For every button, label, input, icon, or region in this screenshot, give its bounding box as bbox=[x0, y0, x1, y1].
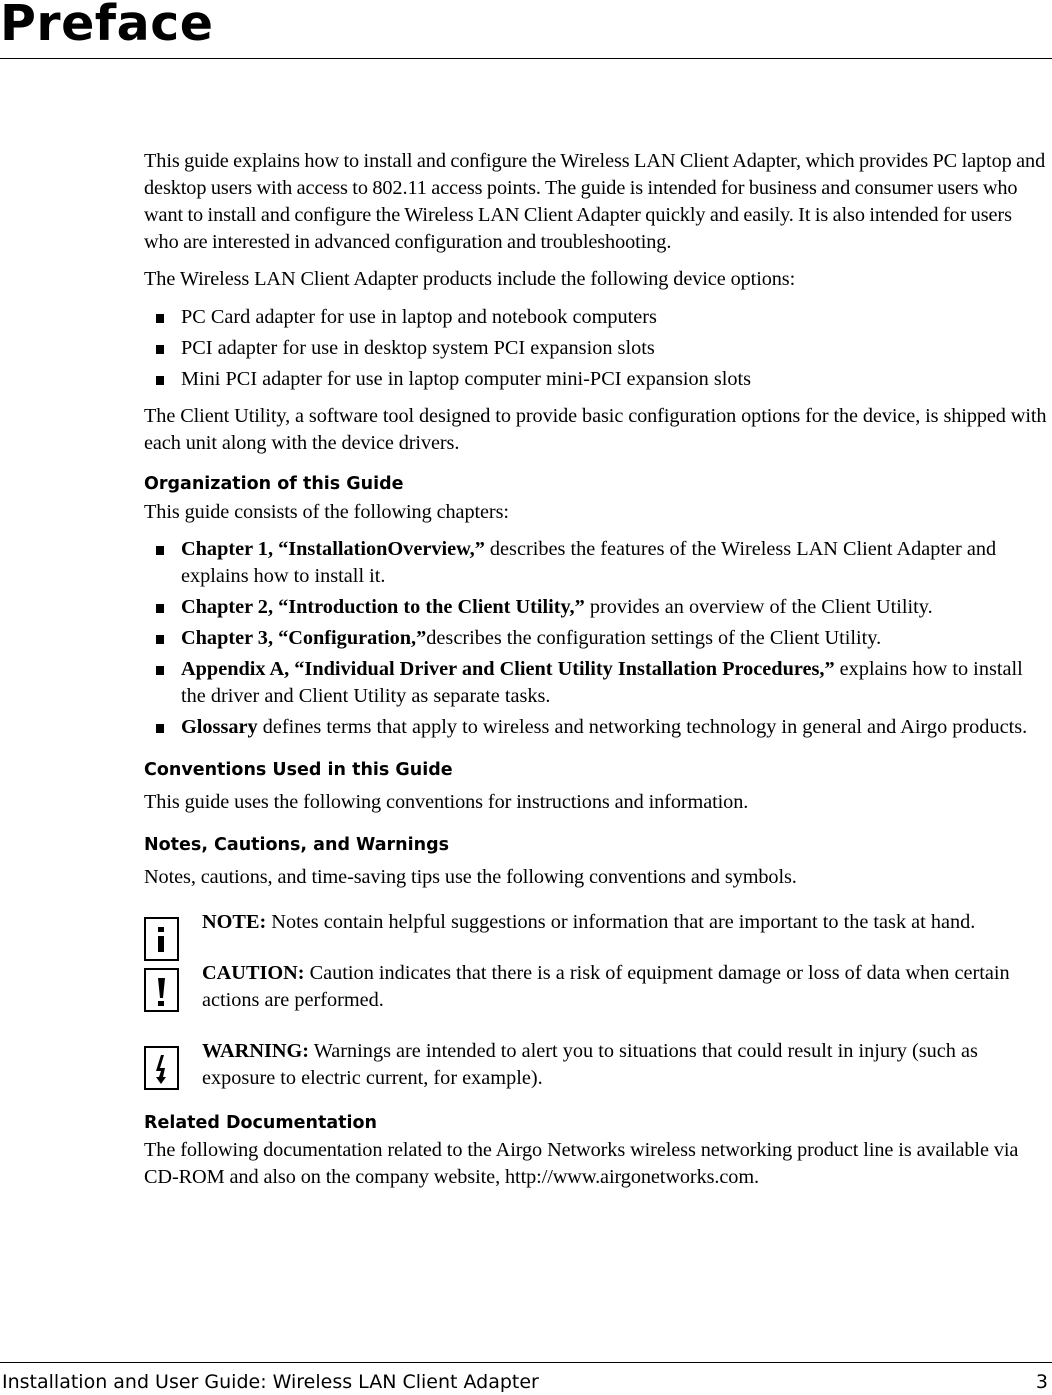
section-heading-notices: Notes, Cautions, and Warnings bbox=[144, 835, 450, 855]
chapter-link[interactable]: Appendix A, “Individual Driver and Client Utility Installation Procedures,” bbox=[181, 658, 835, 680]
chapter-link[interactable]: Chapter 1, “InstallationOverview,” bbox=[181, 538, 485, 560]
bullet-icon bbox=[156, 376, 164, 385]
page-footer bbox=[2, 1370, 1048, 1394]
list-item: Mini PCI adapter for use in laptop computer mini-PCI expansion slots bbox=[144, 366, 1050, 393]
page-number: 3 bbox=[1035, 1371, 1048, 1393]
main-content bbox=[144, 148, 1050, 1191]
list-item: Chapter 1, “InstallationOverview,” describes the features of the Wireless LAN Client Adapter and explains how to install it. bbox=[144, 536, 1050, 590]
list-item: Chapter 3, “Configuration,”describes the configuration settings of the Client Utility. bbox=[144, 625, 1050, 652]
bullet-icon bbox=[156, 314, 164, 323]
bullet-icon bbox=[156, 604, 164, 613]
exclamation-icon bbox=[144, 968, 179, 1012]
warning-block: WARNING: Warnings are intended to alert you to situations that could result in injury (such as exposure to electric current, for example). bbox=[144, 1038, 1050, 1092]
footer-doc-title: Installation and User Guide: Wireless LAN Client Adapter bbox=[2, 1371, 539, 1393]
section-heading-related: Related Documentation bbox=[144, 1113, 377, 1133]
list-item: PC Card adapter for use in laptop and notebook computers bbox=[144, 304, 1050, 331]
client-utility-paragraph: The Client Utility, a software tool designed to provide basic configuration options for the device, is shipped with each unit along with the device drivers. bbox=[144, 405, 1047, 454]
list-item: Appendix A, “Individual Driver and Client Utility Installation Procedures,” explains how to install the driver and Client Utility as separate tasks. bbox=[144, 656, 1050, 710]
section-heading-organization: Organization of this Guide bbox=[144, 474, 404, 494]
note-block: NOTE: Notes contain helpful suggestions or information that are important to the task at hand. bbox=[144, 909, 1050, 936]
footer-divider bbox=[0, 1362, 1052, 1363]
section-heading-conventions: Conventions Used in this Guide bbox=[144, 760, 453, 780]
chapter-link[interactable]: Chapter 2, “Introduction to the Client Utility,” bbox=[181, 596, 585, 618]
organization-lead: This guide consists of the following chapters: bbox=[144, 501, 509, 523]
bullet-icon bbox=[156, 635, 164, 644]
device-options-lead: The Wireless LAN Client Adapter products include the following device options: bbox=[144, 268, 796, 290]
notices-text: Notes, cautions, and time-saving tips use the following conventions and symbols. bbox=[144, 866, 797, 888]
bullet-icon bbox=[156, 666, 164, 675]
lightning-bolt-icon bbox=[144, 1046, 179, 1090]
title-divider bbox=[0, 58, 1052, 59]
caution-block: CAUTION: Caution indicates that there is a risk of equipment damage or loss of data when certain actions are performed. bbox=[144, 960, 1050, 1014]
list-item: Chapter 2, “Introduction to the Client Utility,” provides an overview of the Client Utility. bbox=[144, 594, 1050, 621]
list-item: Glossary defines terms that apply to wireless and networking technology in general and Airgo products. bbox=[144, 714, 1050, 741]
related-text: The following documentation related to the Airgo Networks wireless networking product line is available via CD-ROM and also on the company website, http://www.airgonetworks.com. bbox=[144, 1139, 1019, 1188]
bullet-icon bbox=[156, 546, 164, 555]
conventions-text: This guide uses the following conventions for instructions and information. bbox=[144, 791, 749, 813]
chapters-list bbox=[144, 536, 1050, 741]
chapter-link[interactable]: Glossary bbox=[181, 716, 258, 738]
page-title: Preface bbox=[0, 0, 214, 52]
bullet-icon bbox=[156, 345, 164, 354]
info-icon bbox=[144, 917, 179, 961]
list-item: PCI adapter for use in desktop system PCI expansion slots bbox=[144, 335, 1050, 362]
chapter-link[interactable]: Chapter 3, “Configuration,” bbox=[181, 627, 427, 649]
intro-paragraph: This guide explains how to install and configure the Wireless LAN Client Adapter, which provides PC laptop and desktop users with access to 802.11 access points. The guide is intended for business and consumer users who want to install and configure the Wireless LAN Client Adapter quickly and easily. It is also intended for users who are interested in advanced configuration and troubleshooting. bbox=[144, 150, 1046, 253]
device-options-list bbox=[144, 304, 1050, 393]
bullet-icon bbox=[156, 724, 164, 733]
